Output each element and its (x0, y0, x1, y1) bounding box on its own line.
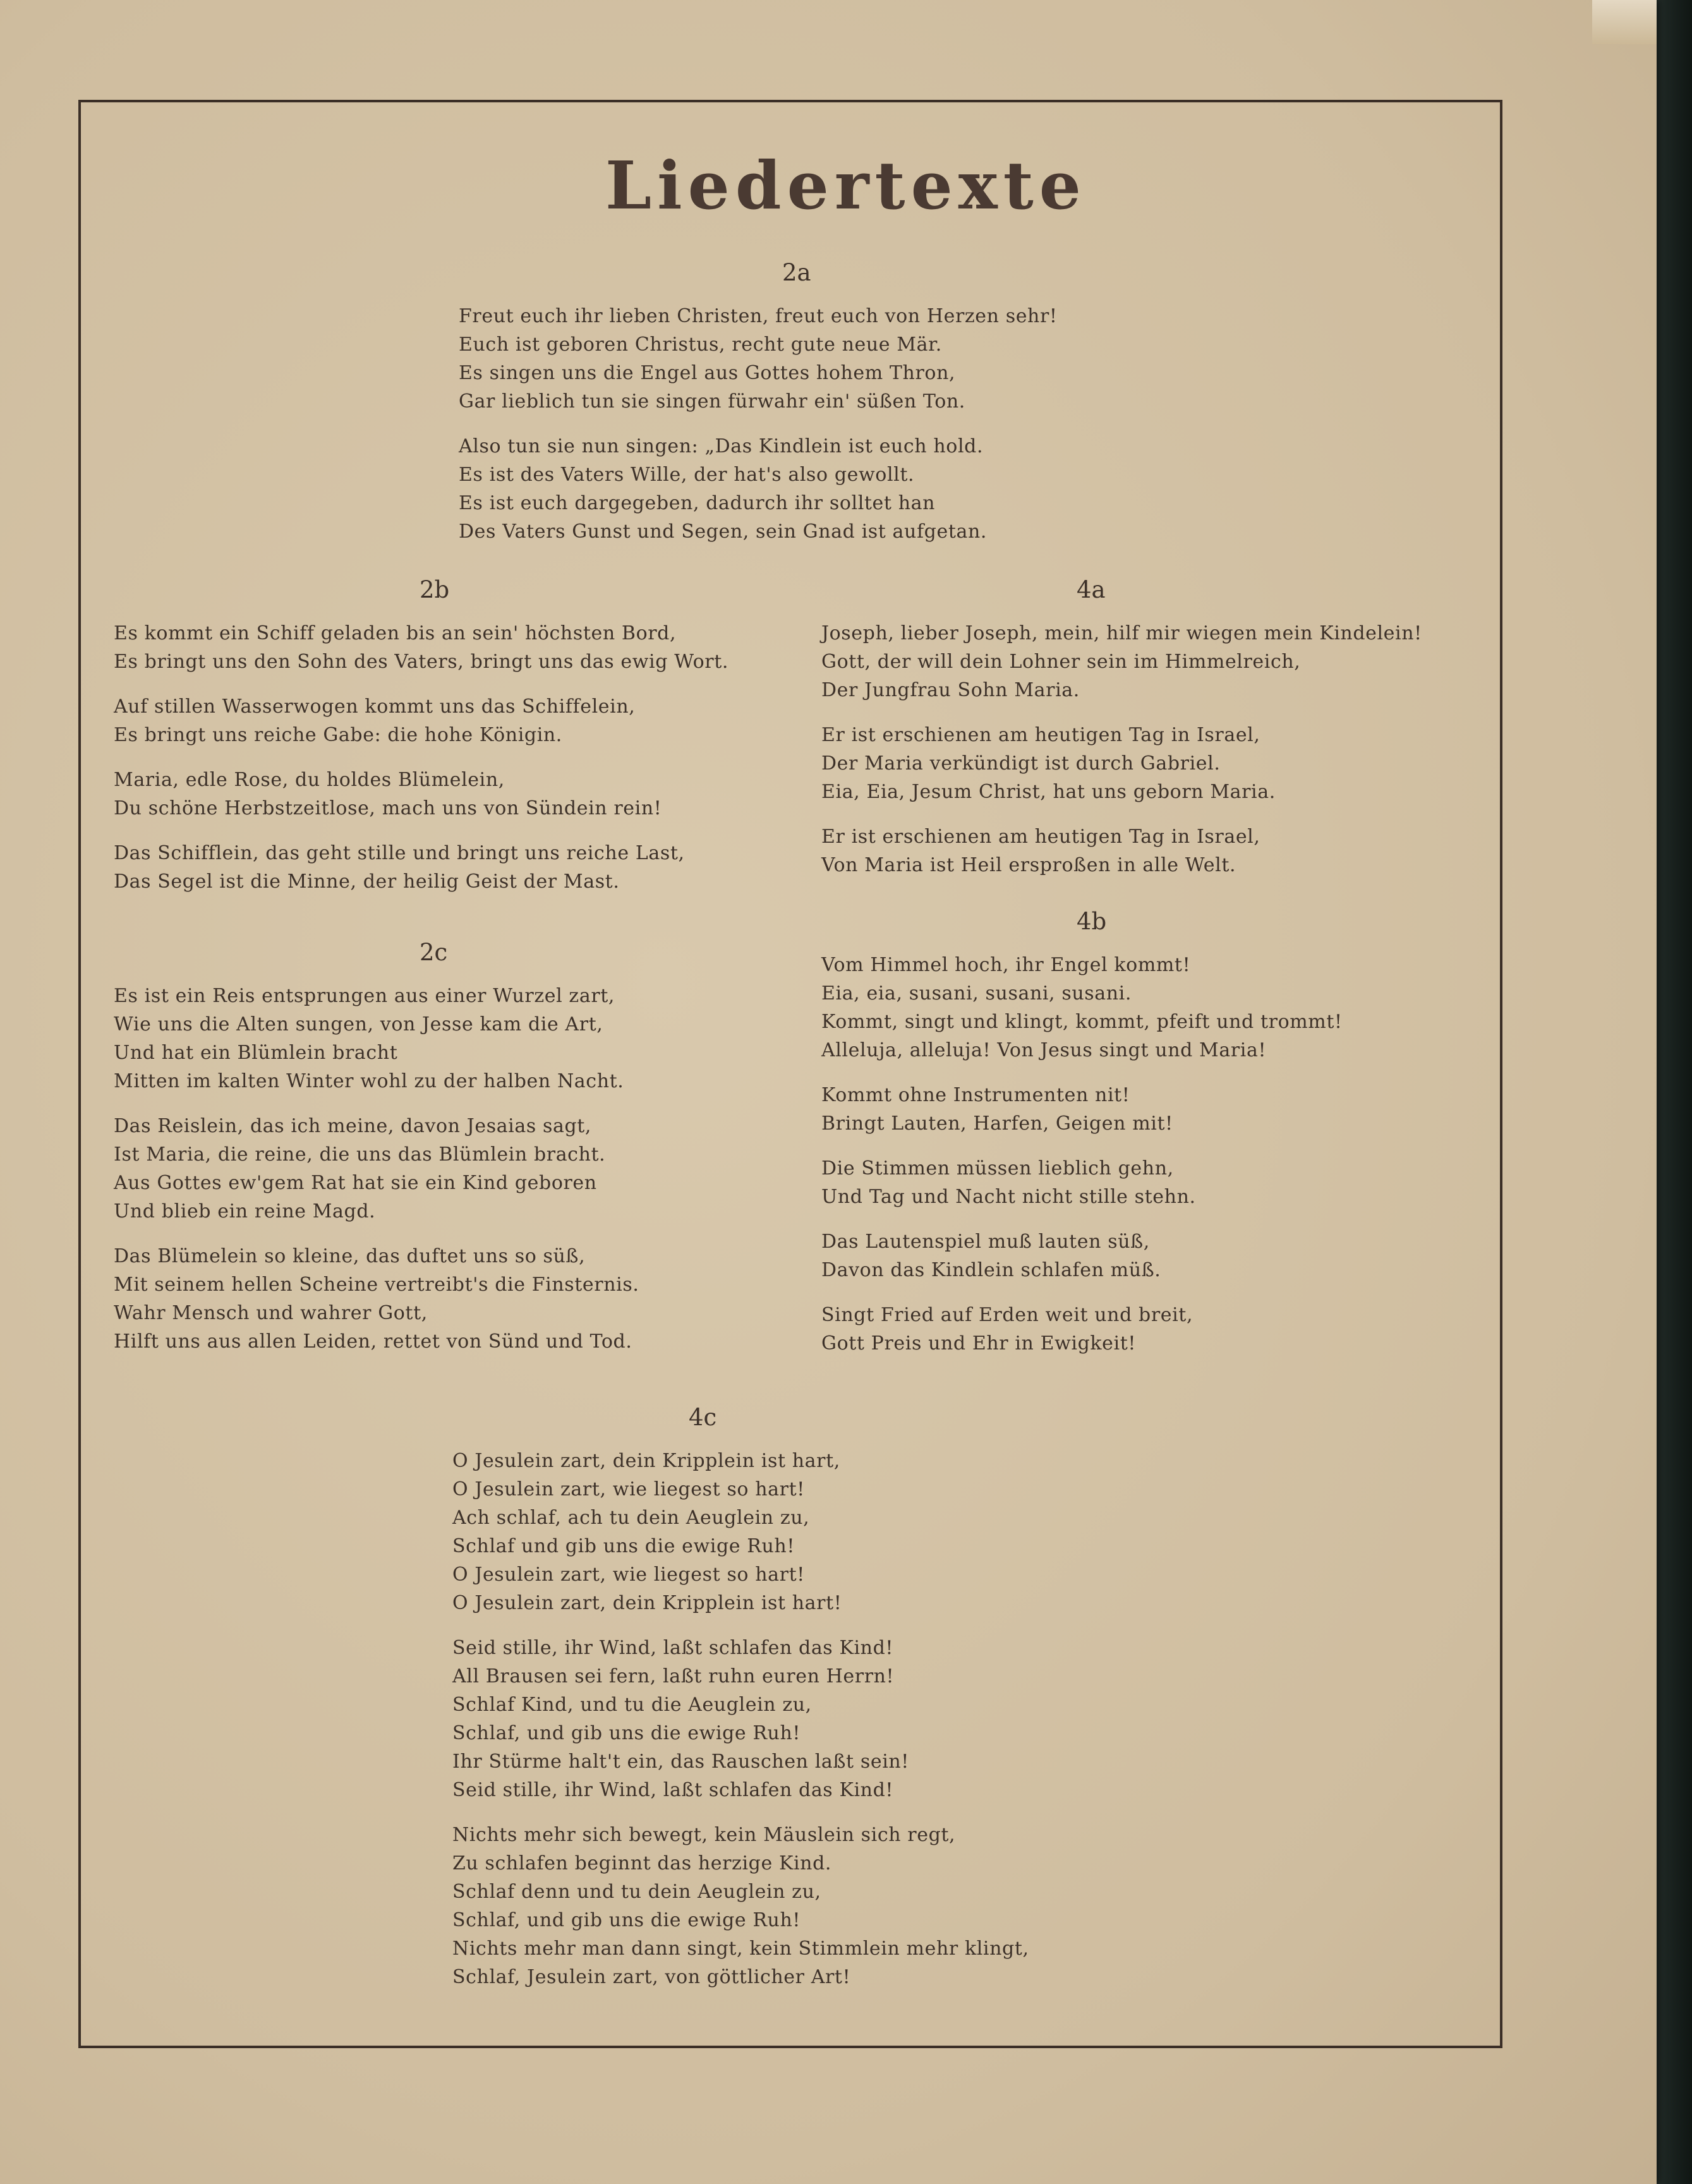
verse-line: Gott Preis und Ehr in Ewigkeit! (821, 1332, 1137, 1354)
verse-line: O Jesulein zart, dein Kripplein ist hart, (452, 1450, 840, 1472)
stanza (114, 839, 809, 896)
stanza (114, 619, 809, 676)
verse-line: Gott, der will dein Lohner sein im Himmelreich, (821, 651, 1301, 673)
stanza (821, 823, 1504, 879)
verse-line: Das Segel ist die Minne, der heilig Geist der Mast. (114, 871, 620, 893)
verse-line: Das Reislein, das ich meine, davon Jesaias sagt, (114, 1115, 592, 1137)
verse-line: Schlaf denn und tu dein Aeuglein zu, (452, 1881, 821, 1903)
verse-line: Ach schlaf, ach tu dein Aeuglein zu, (452, 1507, 810, 1529)
verse-line: Wahr Mensch und wahrer Gott, (114, 1302, 428, 1324)
stanza (821, 951, 1504, 1065)
song-2a (459, 258, 1280, 562)
verse-line: Des Vaters Gunst und Segen, sein Gnad ist aufgetan. (459, 521, 988, 543)
verse-line: Gar lieblich tun sie singen fürwahr ein' süßen Ton. (459, 390, 965, 413)
verse-line: Eia, eia, susani, susani, susani. (821, 982, 1132, 1005)
verse-line: Singt Fried auf Erden weit und breit, (821, 1304, 1193, 1326)
verse-line: Es bringt uns den Sohn des Vaters, bringt uns das ewig Wort. (114, 651, 728, 673)
verse-line: Es bringt uns reiche Gabe: die hohe Königin. (114, 724, 562, 746)
song-heading: 2a (782, 259, 811, 286)
stanza (459, 432, 1280, 546)
stanza (114, 1242, 809, 1356)
verse-line: Von Maria ist Heil ersproßen in alle Welt. (821, 854, 1236, 876)
song-4b (821, 907, 1504, 1374)
verse-line: Joseph, lieber Joseph, mein, hilf mir wiegen mein Kindelein! (821, 622, 1422, 644)
stanza (114, 1112, 809, 1226)
verse-line: Es ist euch dargegeben, dadurch ihr solltet han (459, 492, 936, 514)
stanza (821, 619, 1504, 704)
stanza (821, 1081, 1504, 1138)
verse-line: Schlaf, und gib uns die ewige Ruh! (452, 1909, 801, 1931)
verse-line: Seid stille, ihr Wind, laßt schlafen das Kind! (452, 1779, 894, 1801)
page-title: Liedertexte (605, 147, 1087, 224)
verse-line: Bringt Lauten, Harfen, Geigen mit! (821, 1113, 1173, 1135)
verse-line: Er ist erschienen am heutigen Tag in Israel, (821, 724, 1260, 746)
verse-line: Und hat ein Blümlein bracht (114, 1042, 398, 1064)
verse-line: Maria, edle Rose, du holdes Blümelein, (114, 769, 505, 791)
stanza (114, 692, 809, 749)
verse-line: Mitten im kalten Winter wohl zu der halben Nacht. (114, 1070, 624, 1092)
stanza (821, 1228, 1504, 1284)
stanza (459, 302, 1280, 416)
song-2c (114, 938, 809, 1372)
verse-line: All Brausen sei fern, laßt ruhn euren Herrn! (452, 1665, 895, 1687)
verse-line: Euch ist geboren Christus, recht gute neue Mär. (459, 334, 942, 356)
verse-line: Kommt, singt und klingt, kommt, pfeift und trommt! (821, 1011, 1343, 1033)
verse-line: O Jesulein zart, wie liegest so hart! (452, 1478, 805, 1500)
verse-line: Schlaf und gib uns die ewige Ruh! (452, 1535, 795, 1557)
song-heading: 4c (689, 1404, 717, 1431)
verse-line: Und blieb ein reine Magd. (114, 1200, 376, 1222)
stanza (821, 1301, 1504, 1358)
verse-line: O Jesulein zart, wie liegest so hart! (452, 1564, 805, 1586)
stanza (452, 1447, 1274, 1617)
stanza (452, 1634, 1274, 1804)
verse-line: Ist Maria, die reine, die uns das Blümlein bracht. (114, 1143, 606, 1166)
verse-line: Nichts mehr sich bewegt, kein Mäuslein sich regt, (452, 1824, 956, 1846)
stanza (452, 1821, 1274, 1991)
verse-line: Der Jungfrau Sohn Maria. (821, 679, 1080, 701)
verse-line: Mit seinem hellen Scheine vertreibt's die Finsternis. (114, 1274, 639, 1296)
verse-line: Zu schlafen beginnt das herzige Kind. (452, 1852, 832, 1874)
verse-line: Es kommt ein Schiff geladen bis an sein' höchsten Bord, (114, 622, 677, 644)
verse-line: Eia, Eia, Jesum Christ, hat uns geborn Maria. (821, 781, 1276, 803)
stanza (821, 721, 1504, 806)
song-4a (821, 575, 1504, 896)
verse-line: Ihr Stürme halt't ein, das Rauschen laßt sein! (452, 1751, 909, 1773)
verse-line: Er ist erschienen am heutigen Tag in Israel, (821, 826, 1260, 848)
verse-line: Also tun sie nun singen: „Das Kindlein ist euch hold. (459, 435, 984, 457)
verse-line: Seid stille, ihr Wind, laßt schlafen das Kind! (452, 1637, 894, 1659)
verse-line: O Jesulein zart, dein Kripplein ist hart! (452, 1592, 842, 1614)
page-edge (1592, 0, 1657, 44)
verse-line: Hilft uns aus allen Leiden, rettet von Sünd und Tod. (114, 1330, 632, 1353)
verse-line: Vom Himmel hoch, ihr Engel kommt! (821, 954, 1191, 976)
verse-line: Kommt ohne Instrumenten nit! (821, 1084, 1130, 1106)
verse-line: Es ist des Vaters Wille, der hat's also gewollt. (459, 464, 915, 486)
verse-line: Es ist ein Reis entsprungen aus einer Wurzel zart, (114, 985, 615, 1007)
stanza (114, 766, 809, 823)
verse-line: Der Maria verkündigt ist durch Gabriel. (821, 752, 1221, 775)
stanza (821, 1154, 1504, 1211)
song-2b (114, 575, 809, 912)
verse-line: Das Schifflein, das geht stille und bringt uns reiche Last, (114, 842, 685, 864)
verse-line: Wie uns die Alten sungen, von Jesse kam die Art, (114, 1013, 603, 1035)
song-heading: 4b (1077, 908, 1107, 935)
verse-line: Und Tag und Nacht nicht stille stehn. (821, 1186, 1196, 1208)
verse-line: Es singen uns die Engel aus Gottes hohem Thron, (459, 362, 956, 384)
verse-line: Freut euch ihr lieben Christen, freut euch von Herzen sehr! (459, 305, 1058, 327)
verse-line: Nichts mehr man dann singt, kein Stimmlein mehr klingt, (452, 1938, 1029, 1960)
verse-line: Davon das Kindlein schlafen müß. (821, 1259, 1161, 1281)
verse-line: Das Blümelein so kleine, das duftet uns so süß, (114, 1245, 586, 1267)
stanza (114, 982, 809, 1095)
song-heading: 2c (420, 939, 448, 966)
verse-line: Das Lautenspiel muß lauten süß, (821, 1231, 1150, 1253)
verse-line: Die Stimmen müssen lieblich gehn, (821, 1157, 1174, 1179)
verse-line: Aus Gottes ew'gem Rat hat sie ein Kind geboren (114, 1172, 597, 1194)
verse-line: Du schöne Herbstzeitlose, mach uns von Sündein rein! (114, 797, 662, 819)
song-heading: 4a (1077, 576, 1106, 603)
verse-line: Schlaf Kind, und tu die Aeuglein zu, (452, 1694, 812, 1716)
song-heading: 2b (420, 576, 450, 603)
verse-line: Schlaf, Jesulein zart, von göttlicher Art! (452, 1966, 851, 1988)
verse-line: Auf stillen Wasserwogen kommt uns das Schiffelein, (114, 696, 636, 718)
verse-line: Schlaf, und gib uns die ewige Ruh! (452, 1722, 801, 1744)
song-4c (452, 1403, 1274, 2008)
verse-line: Alleluja, alleluja! Von Jesus singt und Maria! (821, 1039, 1267, 1061)
